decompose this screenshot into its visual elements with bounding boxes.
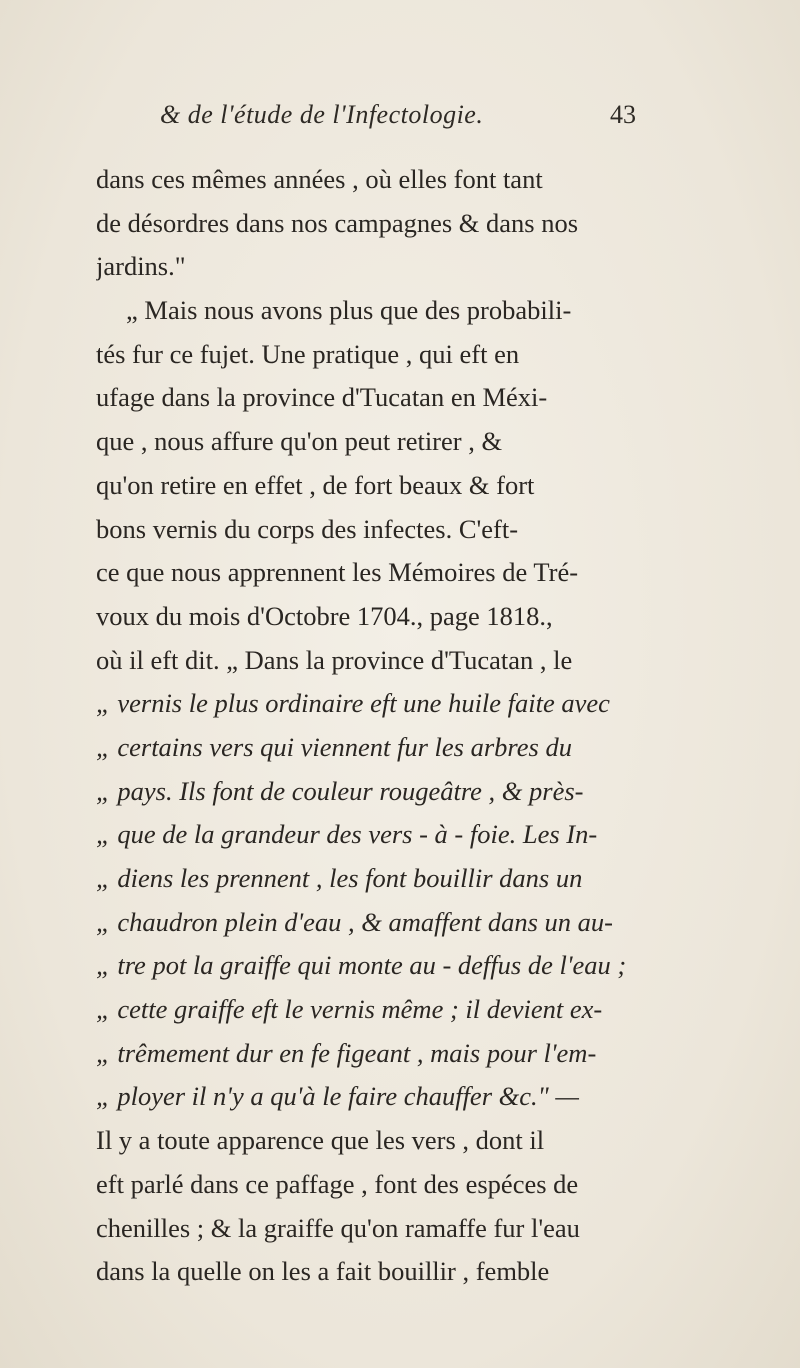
text-line: voux du mois d'Octobre 1704., page 1818., [96, 600, 553, 631]
quoted-line: „ que de la grandeur des vers - à - foie. Les In- [96, 819, 598, 850]
text-line: tés fur ce fujet. Une pratique , qui eft en [96, 338, 520, 369]
page-number: 43 [610, 100, 636, 129]
text-line: „ Mais nous avons plus que des probabili- [126, 295, 572, 326]
text-line: ce que nous apprennent les Mémoires de Tré- [96, 557, 579, 588]
quoted-line: „ tre pot la graiffe qui monte au - deffus de l'eau ; [96, 950, 627, 981]
text-line: Il y a toute apparence que les vers , dont il [96, 1125, 545, 1156]
text-line: que , nous affure qu'on peut retirer , & [96, 426, 503, 457]
text-line: jardins." [96, 251, 186, 282]
quoted-line: „ trêmement dur en fe figeant , mais pour l'em- [96, 1037, 597, 1068]
text-line: dans la quelle on les a fait bouillir , femble [96, 1256, 550, 1287]
text-line: chenilles ; & la graiffe qu'on ramaffe fur l'eau [96, 1212, 580, 1243]
quoted-line: „ cette graiffe eft le vernis même ; il devient ex- [96, 994, 603, 1025]
quoted-line: „ pays. Ils font de couleur rougeâtre , & près- [96, 775, 584, 806]
quoted-line: „ certains vers qui viennent fur les arbres du [96, 731, 572, 762]
quoted-line: „ chaudron plein d'eau , & amaffent dans un au- [96, 906, 613, 937]
quoted-line: „ ployer il n'y a qu'à le faire chauffer &c." — [96, 1081, 579, 1112]
quoted-line: „ vernis le plus ordinaire eft une huile faite avec [96, 688, 610, 719]
text-line: ufage dans la province d'Tucatan en Méxi- [96, 382, 548, 413]
text-line: où il eft dit. „ Dans la province d'Tucatan , le [96, 644, 573, 675]
text-line: qu'on retire en effet , de fort beaux & fort [96, 469, 535, 500]
text-line: eft parlé dans ce paffage , font des espéces de [96, 1168, 579, 1199]
quoted-line: „ diens les prennent , les font bouillir dans un [96, 863, 583, 893]
running-head: & de l'étude de l'Infectologie. [160, 100, 484, 129]
page-header [0, 100, 800, 150]
body-text [96, 158, 696, 1294]
text-line: dans ces mêmes années , où elles font tant [96, 164, 543, 194]
text-line: bons vernis du corps des infectes. C'eft- [96, 513, 519, 544]
text-line: de désordres dans nos campagnes & dans nos [96, 207, 579, 238]
